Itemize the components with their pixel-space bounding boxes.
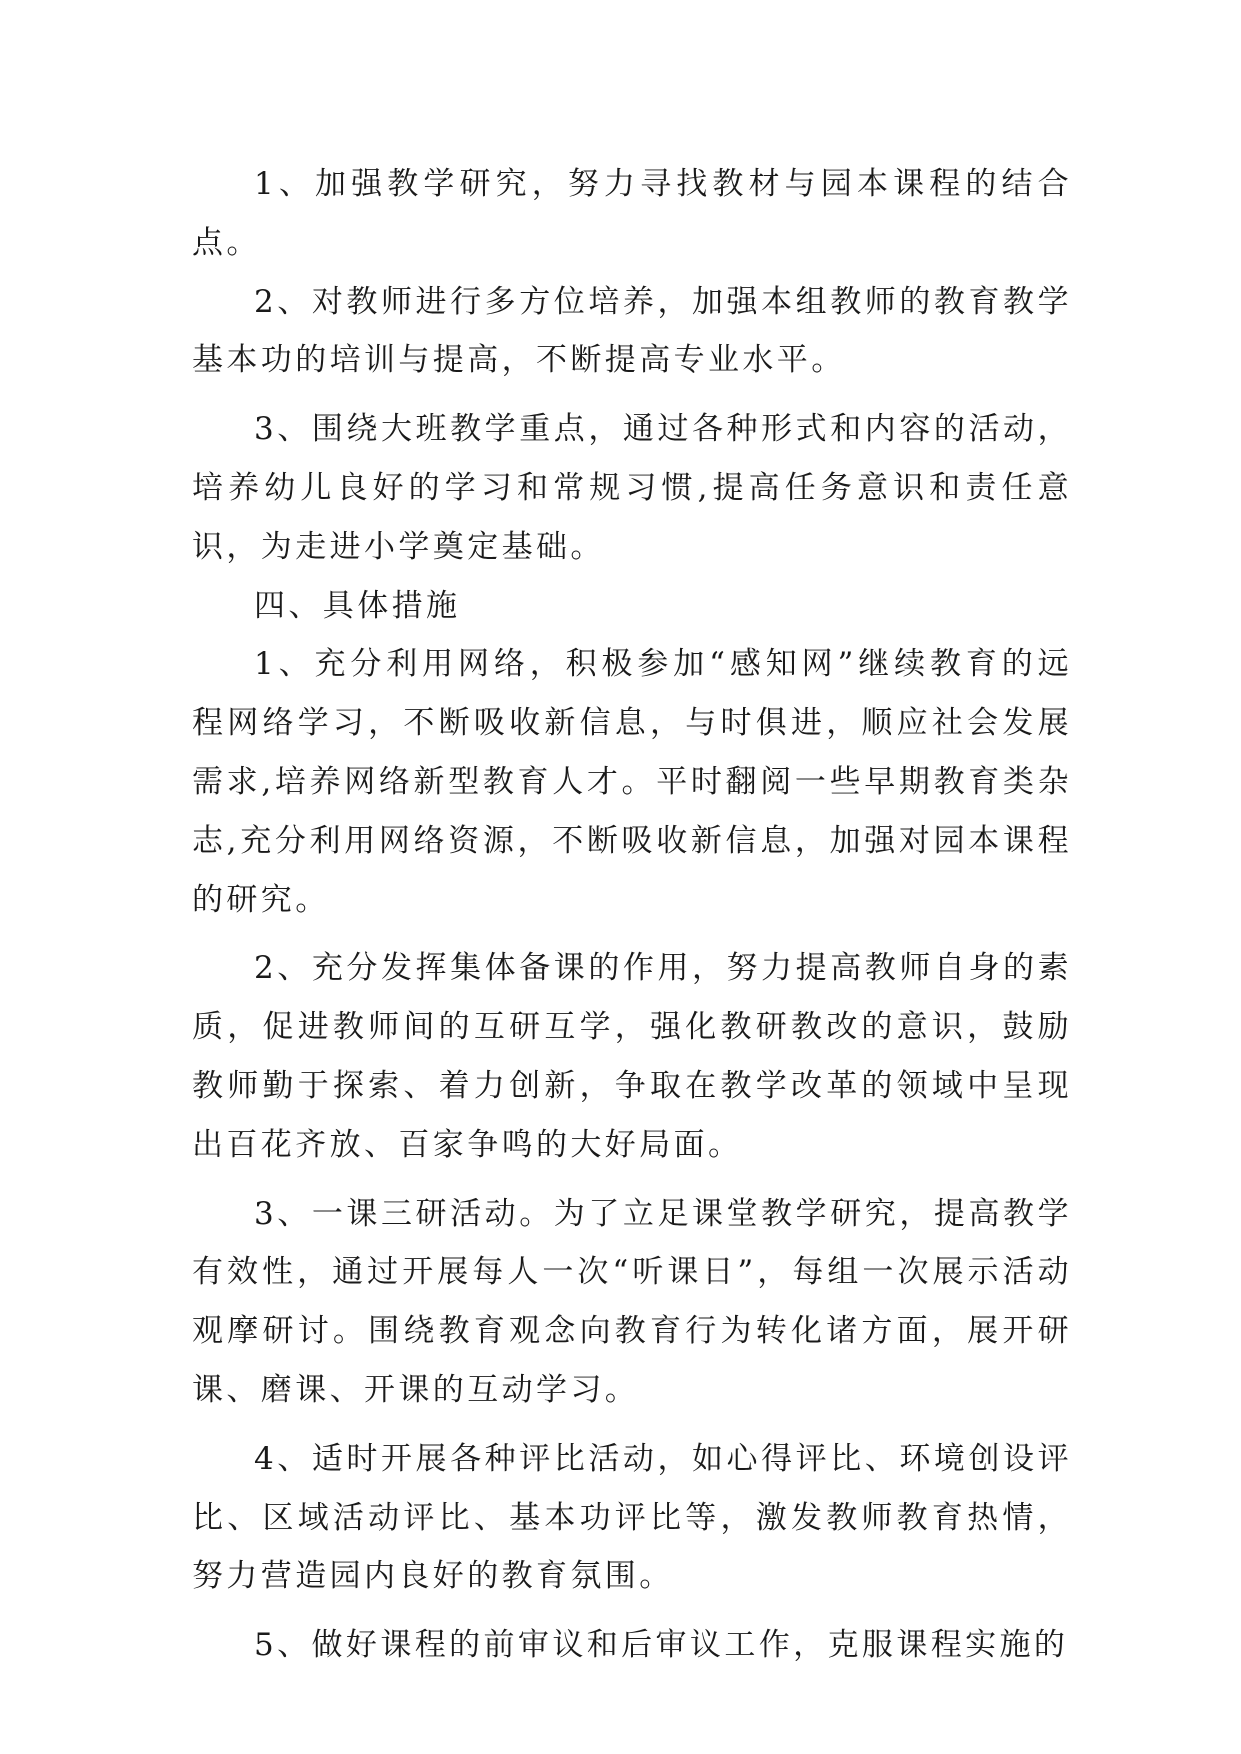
paragraph-measure-3: 3、一课三研活动。为了立足课堂教学研究，提高教学有效性，通过开展每人一次“听课日”，每组一次展示活动观摩研讨。围绕教育观念向教育行为转化诸方面，展开研课、磨课、开课的互动学习。 [192, 1195, 1072, 1408]
paragraph-measure-5: 5、做好课程的前审议和后审议工作，克服课程实施的 [254, 1627, 1069, 1664]
paragraph-measure-4: 4、适时开展各种评比活动，如心得评比、环境创设评比、区域活动评比、基本功评比等，激发教师教育热情，努力营造园内良好的教育氛围。 [192, 1440, 1072, 1595]
document-body [192, 155, 1072, 1675]
paragraph-measure-1: 1、充分利用网络，积极参加“感知网”继续教育的远程网络学习，不断吸收新信息，与时俱进，顺应社会发展需求,培养网络新型教育人才。平时翻阅一些早期教育类杂志,充分利用网络资源，不断吸收新信息，加强对园本课程的研究。 [192, 646, 1072, 918]
paragraph-measure-2: 2、充分发挥集体备课的作用，努力提高教师自身的素质，促进教师间的互研互学，强化教研教改的意识，鼓励教师勤于探索、着力创新，争取在教学改革的领域中呈现出百花齐放、百家争鸣的大好局面。 [192, 950, 1072, 1163]
paragraph-goal-2: 2、对教师进行多方位培养，加强本组教师的教育教学基本功的培训与提高，不断提高专业水平。 [192, 283, 1072, 379]
section-heading-measures: 四、具体措施 [254, 587, 461, 624]
paragraph-goal-1: 1、加强教学研究，努力寻找教材与园本课程的结合点。 [192, 166, 1072, 261]
paragraph-goal-3: 3、围绕大班教学重点，通过各种形式和内容的活动，培养幼儿良好的学习和常规习惯,提高任务意识和责任意识，为走进小学奠定基础。 [192, 411, 1072, 565]
